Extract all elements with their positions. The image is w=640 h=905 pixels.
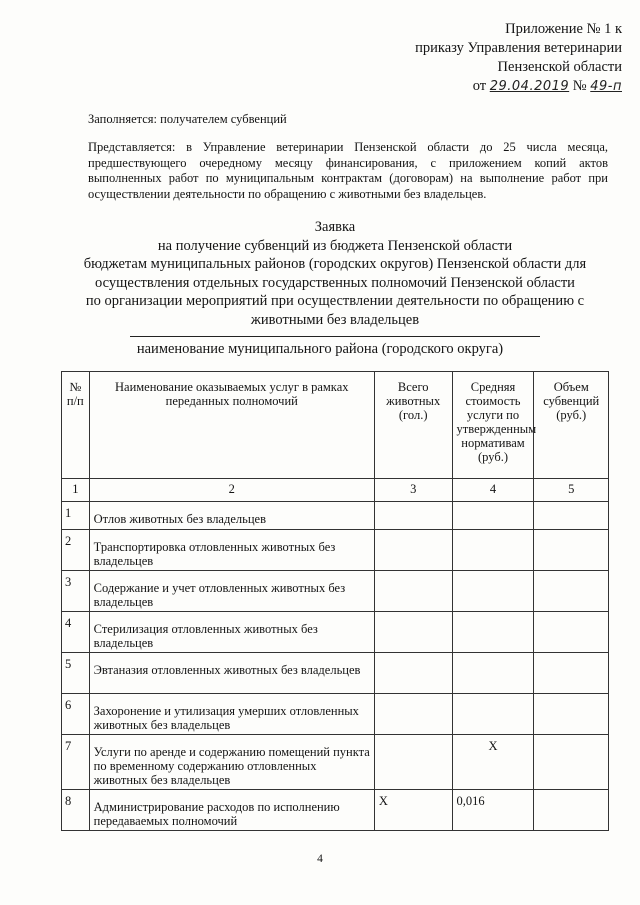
row-service: Эвтаназия отловленных животных без владельцев — [89, 653, 374, 694]
row-avg-cost — [452, 612, 534, 653]
number-prefix: № — [572, 78, 587, 94]
page-number: 4 — [317, 853, 323, 865]
submission-paragraph: Представляется: в Управление ветеринарии Пензенской области до 25 числа месяца, предшествующего очередному месяцу финансирования, с приложением копий актов выполненных работ по муниципальным контрактам (договорам) на выполнение работ при осуществлении деятельности по обращению с животными без владельцев. — [88, 140, 608, 201]
row-avg-cost — [452, 571, 534, 612]
title-heading: Заявка — [314, 219, 356, 235]
row-service: Администрирование расходов по исполнению передаваемых полномочий — [89, 790, 374, 831]
title-line-2: бюджетам муниципальных районов (городских округов) Пензенской области для — [83, 256, 587, 272]
row-animals: X — [374, 790, 452, 831]
row-avg-cost — [452, 653, 534, 694]
table-row — [62, 694, 609, 735]
row-animals — [374, 694, 452, 735]
row-volume — [534, 530, 609, 571]
table-row — [62, 790, 609, 831]
column-number: 5 — [534, 479, 609, 502]
row-service: Содержание и учет отловленных животных без владельцев — [89, 571, 374, 612]
row-number: 8 — [62, 790, 90, 831]
table-row — [62, 735, 609, 790]
title-line-5: животными без владельцев — [250, 311, 420, 328]
row-number: 6 — [62, 694, 90, 735]
row-service: Стерилизация отловленных животных без владельцев — [89, 612, 374, 653]
row-animals — [374, 571, 452, 612]
row-animals — [374, 612, 452, 653]
row-avg-cost — [452, 502, 534, 530]
row-number: 1 — [62, 502, 90, 530]
header-avg-cost: Средняя стоимость услуги по утвержденным нормативам (руб.) — [452, 372, 534, 479]
handwritten-date: 29.04.2019 — [489, 79, 570, 94]
row-number: 2 — [62, 530, 90, 571]
row-volume — [534, 571, 609, 612]
table-header-row — [62, 372, 609, 479]
document-title — [40, 218, 630, 329]
row-avg-cost: X — [452, 735, 534, 790]
appendix-line-2: приказу Управления ветеринарии — [415, 40, 622, 56]
column-number: 3 — [374, 479, 452, 502]
column-number: 4 — [452, 479, 534, 502]
appendix-header — [415, 20, 622, 96]
appendix-line-3: Пензенской области — [497, 59, 622, 75]
header-service: Наименование оказываемых услуг в рамках переданных полномочий — [89, 372, 374, 479]
row-animals — [374, 653, 452, 694]
row-avg-cost — [452, 694, 534, 735]
row-animals — [374, 735, 452, 790]
row-number: 5 — [62, 653, 90, 694]
row-avg-cost — [452, 530, 534, 571]
header-num: № п/п — [62, 372, 90, 479]
table-row — [62, 653, 609, 694]
row-volume — [534, 612, 609, 653]
subvention-table — [61, 371, 609, 831]
header-volume: Объем субвенций (руб.) — [534, 372, 609, 479]
appendix-line-1: Приложение № 1 к — [505, 21, 622, 37]
title-line-3: осуществления отдельных государственных полномочий Пензенской области — [95, 274, 575, 291]
row-animals — [374, 502, 452, 530]
row-volume — [534, 502, 609, 530]
row-number: 3 — [62, 571, 90, 612]
header-animals: Всего животных (гол.) — [374, 372, 452, 479]
row-volume — [534, 735, 609, 790]
table-row — [62, 571, 609, 612]
title-line-1: на получение субвенций из бюджета Пензенской области — [157, 237, 513, 254]
row-volume — [534, 694, 609, 735]
handwritten-number: 49-п — [590, 79, 622, 94]
row-service: Услуги по аренде и содержанию помещений пункта по временному содержанию отловленных животных без владельцев — [89, 735, 374, 790]
column-number: 2 — [89, 479, 374, 502]
column-number-row — [62, 479, 609, 502]
row-number: 7 — [62, 735, 90, 790]
fill-note: Заполняется: получателем субвенций — [88, 112, 287, 126]
row-avg-cost: 0,016 — [452, 790, 534, 831]
row-service: Отлов животных без владельцев — [89, 502, 374, 530]
table-row — [62, 502, 609, 530]
table-row — [62, 530, 609, 571]
row-animals — [374, 530, 452, 571]
row-volume — [534, 653, 609, 694]
title-line-4: по организации мероприятий при осуществлении деятельности по обращению с — [85, 293, 585, 309]
table-row — [62, 612, 609, 653]
column-number: 1 — [62, 479, 90, 502]
row-number: 4 — [62, 612, 90, 653]
row-service: Захоронение и утилизация умерших отловленных животных без владельцев — [89, 694, 374, 735]
municipality-blank-line — [130, 336, 540, 337]
appendix-date-line — [415, 77, 622, 96]
row-service: Транспортировка отловленных животных без владельцев — [89, 530, 374, 571]
date-prefix: от — [472, 78, 487, 94]
municipality-label: наименование муниципального района (городского округа) — [136, 341, 504, 357]
row-volume — [534, 790, 609, 831]
